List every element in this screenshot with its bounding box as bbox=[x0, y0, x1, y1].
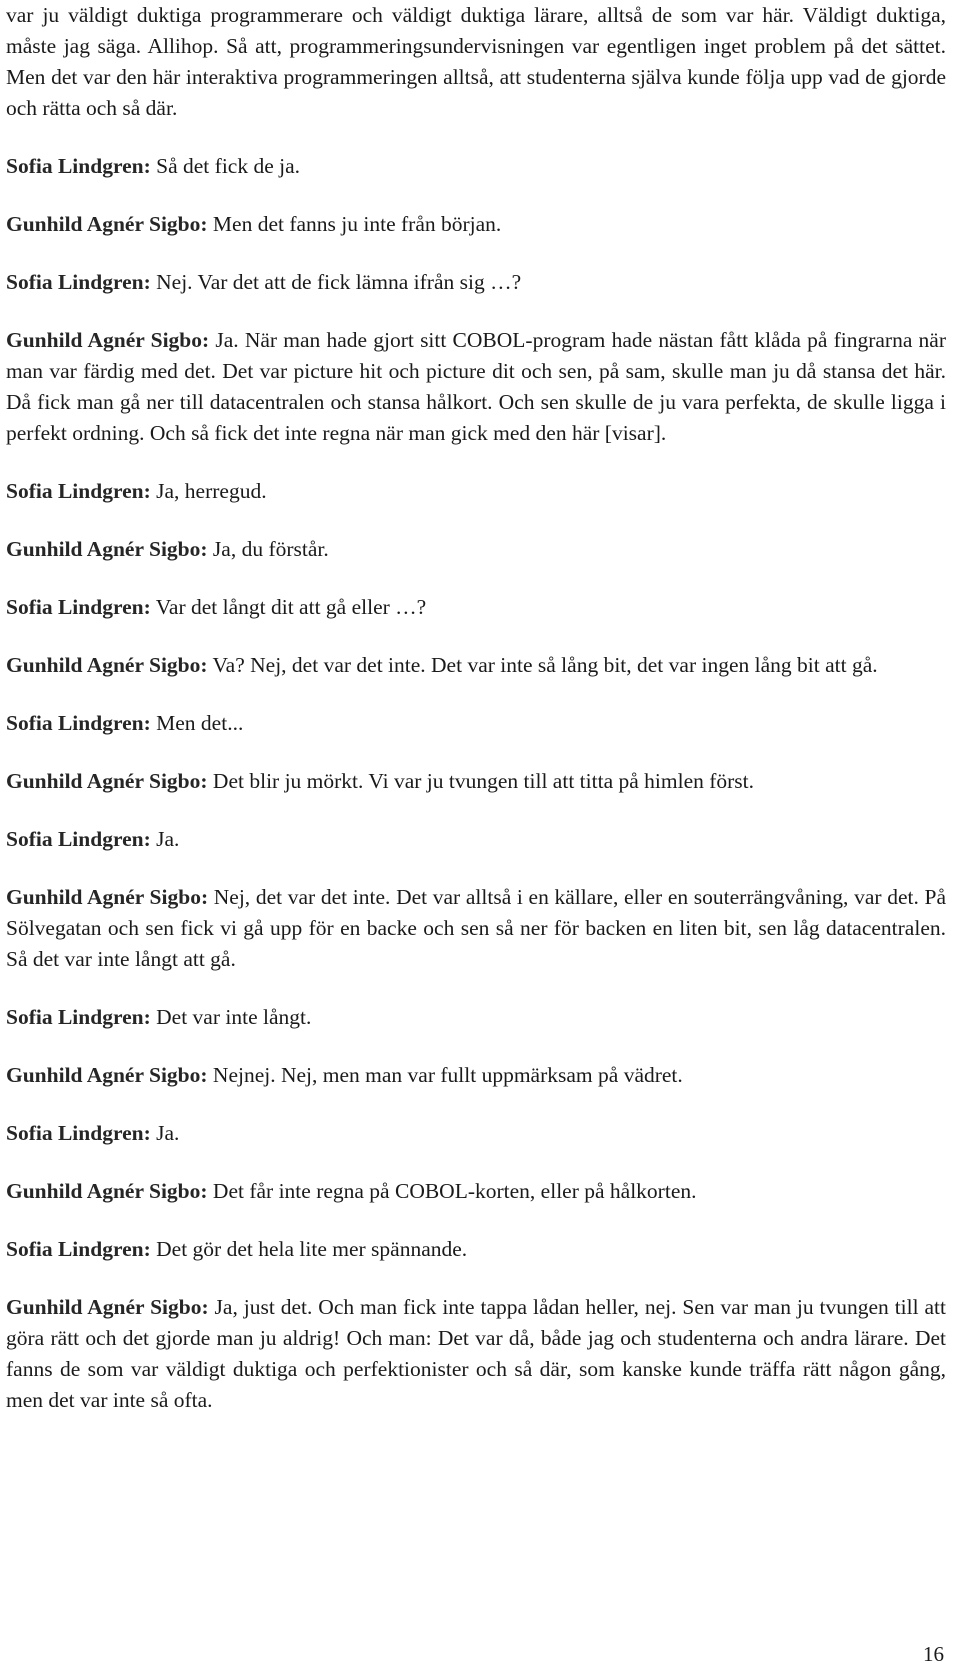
dialogue-turn bbox=[6, 1060, 946, 1091]
speaker-name: Gunhild Agnér Sigbo: bbox=[6, 212, 208, 236]
dialogue-turn bbox=[6, 209, 946, 240]
dialogue-turn bbox=[6, 650, 946, 681]
dialogue-turn bbox=[6, 1234, 946, 1265]
speaker-name: Gunhild Agnér Sigbo: bbox=[6, 1295, 209, 1319]
speaker-name: Gunhild Agnér Sigbo: bbox=[6, 328, 210, 352]
speaker-name: Sofia Lindgren: bbox=[6, 827, 151, 851]
speaker-name: Gunhild Agnér Sigbo: bbox=[6, 1179, 208, 1203]
dialogue-turn bbox=[6, 824, 946, 855]
dialogue-turn bbox=[6, 708, 946, 739]
dialogue-turn bbox=[6, 1292, 946, 1416]
turn-text: Ja, herregud. bbox=[150, 479, 267, 503]
turn-text: Va? Nej, det var det inte. Det var inte så lång bit, det var ingen lång bit att gå. bbox=[207, 653, 878, 677]
turn-text: Så det fick de ja. bbox=[150, 154, 301, 178]
dialogue-turn bbox=[6, 267, 946, 298]
turn-text: Det var inte långt. bbox=[150, 1005, 312, 1029]
turn-text: Ja. När man hade gjort sitt COBOL-program hade nästan fått klåda på fingrarna när man var färdig med det. Det var picture hit och picture dit och sen, på sam, skulle man ju då stansa det här. Då fick man gå ner till datacentralen och stansa hålkort. Och sen skulle de ju vara perfekta, de skulle ligga i perfekt ordning. Och så fick det inte regna när man gick med den här [visar]. bbox=[6, 328, 947, 445]
intro-paragraph: var ju väldigt duktiga programmerare och väldigt duktiga lärare, alltså de som var här. Väldigt duktiga, måste jag säga. Allihop. Så att, programmeringsundervisningen var egentligen inget problem på det sättet. Men det var den här interaktiva programmeringen alltså, att studenterna själva kunde följa upp vad de gjorde och rätta och så där. bbox=[6, 3, 946, 120]
dialogue-turn bbox=[6, 534, 946, 565]
speaker-name: Gunhild Agnér Sigbo: bbox=[6, 769, 208, 793]
dialogue-turn bbox=[6, 592, 946, 623]
speaker-name: Gunhild Agnér Sigbo: bbox=[6, 1063, 208, 1087]
speaker-name: Gunhild Agnér Sigbo: bbox=[6, 653, 208, 677]
turn-text: Var det långt dit att gå eller …? bbox=[150, 595, 427, 619]
transcript-page bbox=[6, 0, 946, 1416]
speaker-name: Sofia Lindgren: bbox=[6, 270, 151, 294]
speaker-name: Gunhild Agnér Sigbo: bbox=[6, 537, 208, 561]
turn-text: Men det... bbox=[150, 711, 244, 735]
turn-text: Det gör det hela lite mer spännande. bbox=[150, 1237, 468, 1261]
dialogue-turn bbox=[6, 476, 946, 507]
dialogue-turn bbox=[6, 1176, 946, 1207]
speaker-name: Sofia Lindgren: bbox=[6, 154, 151, 178]
speaker-name: Sofia Lindgren: bbox=[6, 1237, 151, 1261]
dialogue-turn bbox=[6, 1118, 946, 1149]
speaker-name: Sofia Lindgren: bbox=[6, 479, 151, 503]
dialogue-turn bbox=[6, 151, 946, 182]
dialogue-turn bbox=[6, 1002, 946, 1033]
speaker-name: Sofia Lindgren: bbox=[6, 595, 151, 619]
turn-text: Det får inte regna på COBOL-korten, eller på hålkorten. bbox=[207, 1179, 697, 1203]
turn-text: Ja. bbox=[150, 1121, 180, 1145]
dialogue-turn bbox=[6, 325, 946, 449]
speaker-name: Sofia Lindgren: bbox=[6, 1121, 151, 1145]
turn-text: Nejnej. Nej, men man var fullt uppmärksam på vädret. bbox=[207, 1063, 683, 1087]
speaker-name: Gunhild Agnér Sigbo: bbox=[6, 885, 209, 909]
turn-text: Det blir ju mörkt. Vi var ju tvungen till att titta på himlen först. bbox=[207, 769, 755, 793]
turn-text: Ja. bbox=[150, 827, 180, 851]
turn-text: Men det fanns ju inte från början. bbox=[207, 212, 502, 236]
dialogue-turn bbox=[6, 882, 946, 975]
page-number: 16 bbox=[923, 1642, 944, 1666]
turn-text: Nej. Var det att de fick lämna ifrån sig …? bbox=[150, 270, 522, 294]
speaker-name: Sofia Lindgren: bbox=[6, 711, 151, 735]
turn-text: Nej, det var det inte. Det var alltså i en källare, eller en souterrängvåning, var det. På Sölvegatan och sen fick vi gå upp för en backe och sen så ner för backen en liten bit, sen låg datacentralen. Så det var inte långt att gå. bbox=[6, 885, 946, 971]
turn-text: Ja, just det. Och man fick inte tappa lådan heller, nej. Sen var man ju tvungen till att göra rätt och det gjorde man ju aldrig! Och man: Det var då, både jag och studenterna och andra lärare. Det fanns de som var väldigt duktiga och perfektionister och så där, som kanske kunde träffa rätt någon gång, men det var inte så ofta. bbox=[6, 1295, 947, 1412]
speaker-name: Sofia Lindgren: bbox=[6, 1005, 151, 1029]
turn-text: Ja, du förstår. bbox=[207, 537, 329, 561]
dialogue-turn bbox=[6, 766, 946, 797]
